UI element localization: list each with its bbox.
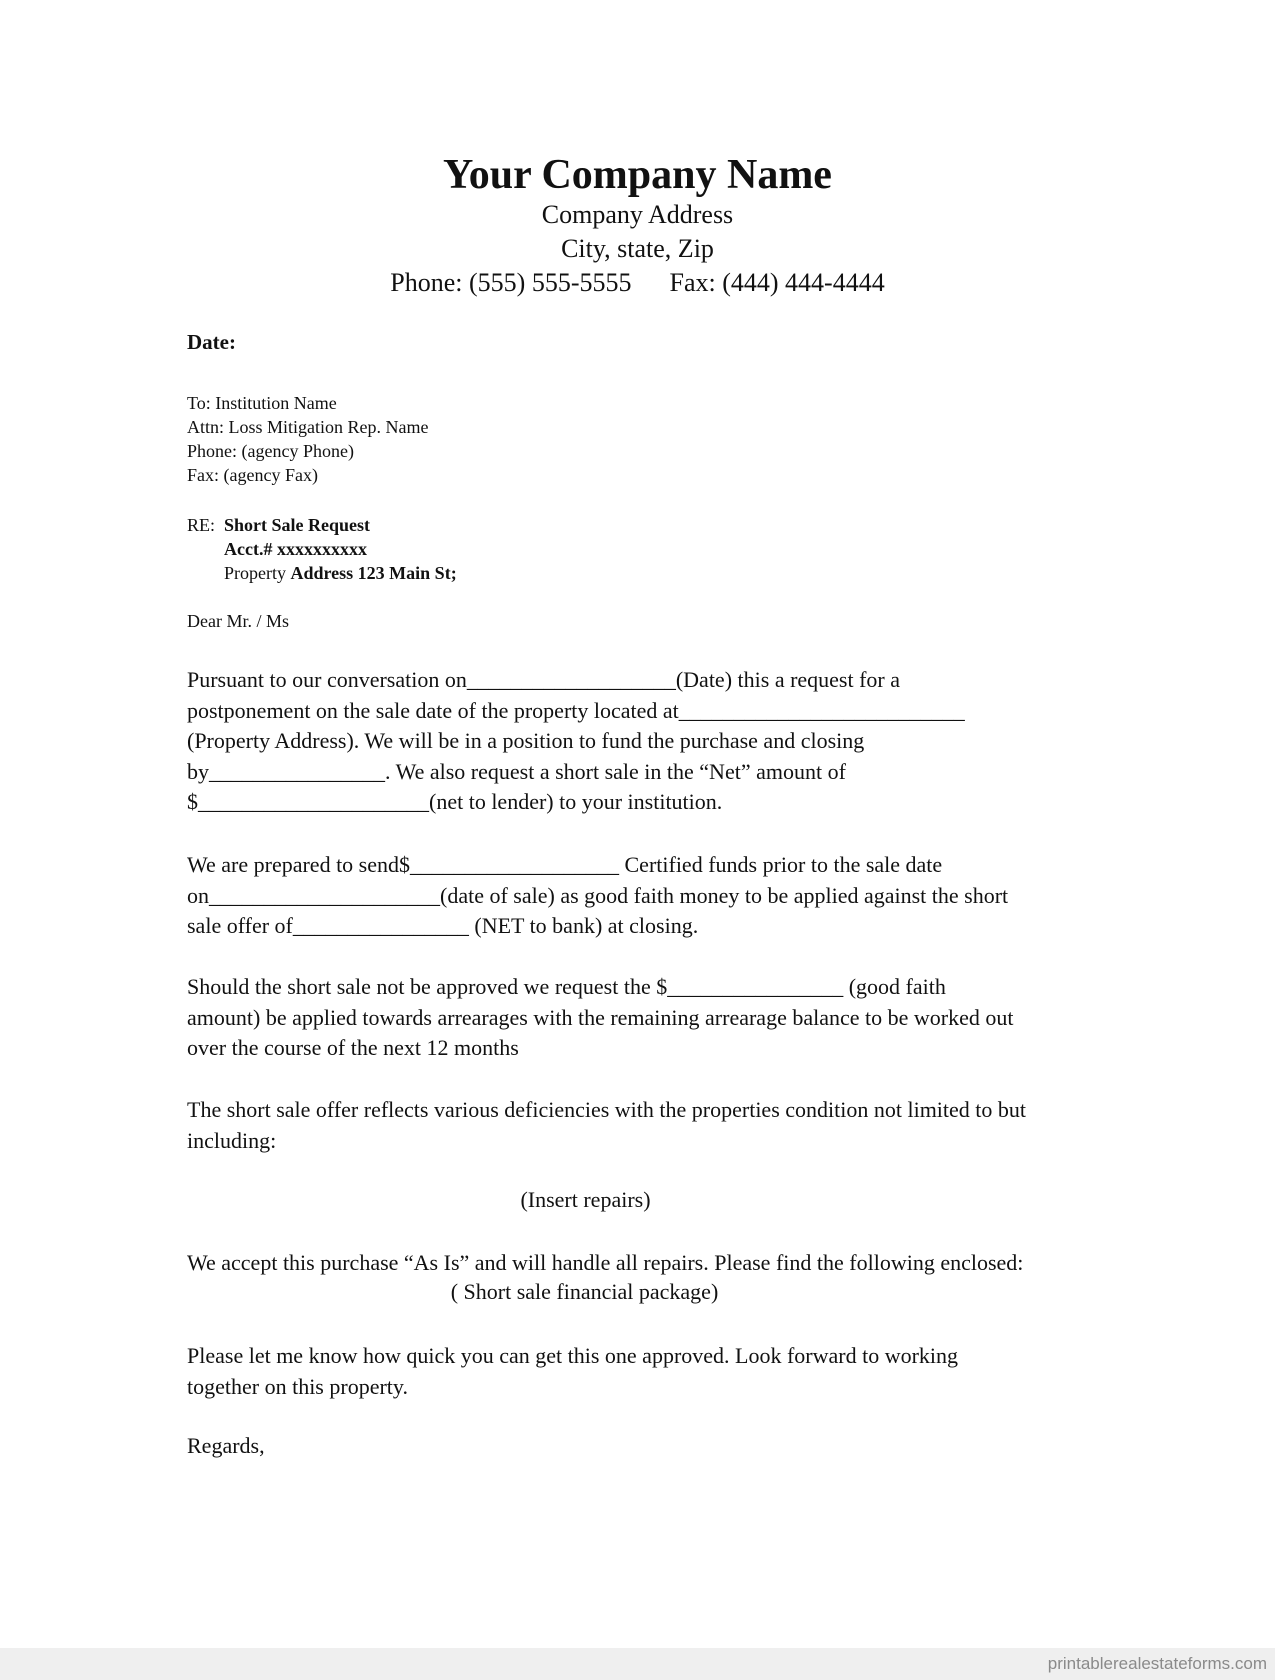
text-line: Please let me know how quick you can get this one approved. Look forward to working <box>187 1343 959 1368</box>
contact-line <box>0 266 1275 300</box>
salutation: Dear Mr. / Ms <box>187 611 289 631</box>
text-line: We are prepared to send$___________________ Certified funds prior to the sale date <box>187 852 943 877</box>
company-fax: Fax: (444) 444-4444 <box>669 268 885 297</box>
text-line: including: <box>187 1127 277 1153</box>
recipient-fax: Fax: (agency Fax) <box>187 465 318 485</box>
re-property-label: Property <box>224 563 291 583</box>
company-name: Your Company Name <box>443 152 832 198</box>
footer-bar <box>0 1648 1275 1680</box>
re-block <box>187 513 457 585</box>
text-line: Pursuant to our conversation on___________________(Date) this a request for a <box>187 667 901 692</box>
re-subject: Short Sale Request <box>224 515 371 535</box>
re-subject-row <box>187 513 457 537</box>
paragraph-postponement <box>187 665 1107 818</box>
text-line: The short sale offer reflects various deficiencies with the properties condition not limited to but <box>187 1097 1027 1122</box>
re-tag: RE: <box>187 515 216 535</box>
company-address: Company Address <box>541 200 734 229</box>
paragraph-certified-funds <box>187 850 1107 942</box>
re-property-address: Address 123 Main St; <box>290 563 457 583</box>
text-line: postponement on the sale date of the property located at__________________________ <box>187 697 965 723</box>
city-state-zip: City, state, Zip <box>561 234 714 263</box>
paragraph-arrearages <box>187 972 1107 1064</box>
insert-repairs: (Insert repairs) <box>520 1187 651 1212</box>
recipient-to: To: Institution Name <box>187 393 337 413</box>
text-line: together on this property. <box>187 1373 408 1399</box>
text-line: sale offer of________________ (NET to bank) at closing. <box>187 913 699 938</box>
recipient-block <box>187 391 428 487</box>
date-label: Date: <box>187 330 236 354</box>
re-account: Acct.# xxxxxxxxxx <box>224 539 367 559</box>
financial-package: ( Short sale financial package) <box>450 1279 719 1304</box>
text-line: by________________. We also request a short sale in the “Net” amount of <box>187 758 846 784</box>
paragraph-as-is: We accept this purchase “As Is” and will handle all repairs. Please find the following enclosed: <box>187 1250 1024 1275</box>
text-line: Should the short sale not be approved we request the $________________ (good faith <box>187 974 946 999</box>
re-property <box>187 561 457 585</box>
recipient-attn: Attn: Loss Mitigation Rep. Name <box>187 417 429 437</box>
footer-brand[interactable]: printablerealestateforms.com <box>1047 1654 1267 1673</box>
text-line: amount) be applied towards arrearages with the remaining arrearage balance to be worked out <box>187 1004 1014 1030</box>
paragraph-approval <box>187 1341 1107 1402</box>
text-line: $_____________________(net to lender) to your institution. <box>187 789 723 814</box>
recipient-phone: Phone: (agency Phone) <box>187 441 354 461</box>
company-phone: Phone: (555) 555-5555 <box>390 268 632 297</box>
paragraph-deficiencies <box>187 1095 1107 1156</box>
text-line: on_____________________(date of sale) as good faith money to be applied against the short <box>187 882 1009 908</box>
text-line: (Property Address). We will be in a position to fund the purchase and closing <box>187 728 865 753</box>
closing: Regards, <box>187 1433 265 1458</box>
text-line: over the course of the next 12 months <box>187 1035 519 1060</box>
